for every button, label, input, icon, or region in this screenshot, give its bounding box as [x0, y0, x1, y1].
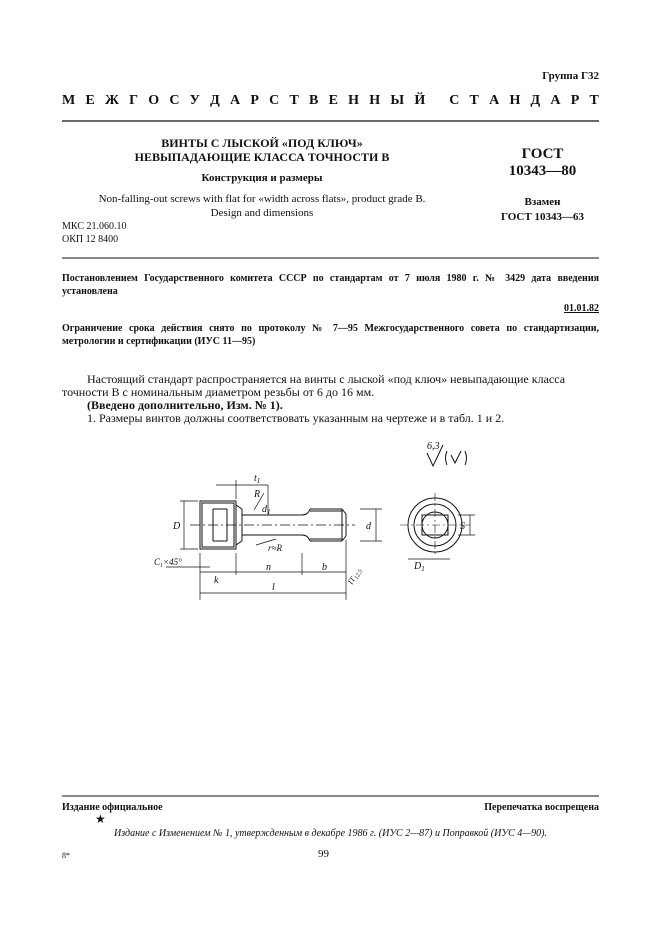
paragraph-1-line-2: точности В с номинальным диаметром резьбы от 6 до 16 мм. [62, 385, 375, 399]
interstate-letter: Т [589, 93, 599, 108]
interstate-letter: Р [250, 93, 259, 108]
interstate-letter: Г [129, 93, 138, 108]
introduced-note: (Введено дополнительно, Изм. № 1). [87, 398, 283, 412]
interstate-letter: Д [210, 93, 220, 108]
replace-value: ГОСТ 10343—63 [501, 211, 584, 223]
interstate-letter: О [148, 93, 160, 108]
gost-block [485, 146, 600, 223]
interstate-letter: Н [348, 93, 360, 108]
introduction-date: 01.01.82 [564, 303, 599, 314]
footer-rule [62, 795, 599, 798]
label-D: D [173, 521, 181, 532]
title-block [62, 136, 462, 220]
sheet-mark: 8* [62, 851, 70, 860]
gost-label: ГОСТ [521, 146, 564, 162]
drawing-labels [154, 473, 465, 593]
interstate-standard-heading [62, 93, 599, 109]
interstate-letter: В [309, 93, 319, 108]
label-b: b [322, 562, 327, 573]
mks-code: МКС 21.060.10 [62, 221, 127, 232]
interstate-letter: С [269, 93, 280, 108]
reprint-prohibited: Перепечатка воспрещена [484, 802, 599, 813]
label-d1: $d_1$ [262, 504, 271, 516]
gost-number: 10343—80 [508, 163, 577, 179]
interstate-letter: А [230, 93, 241, 108]
roughness-symbol [427, 441, 467, 466]
interstate-letter: Т [469, 93, 479, 108]
interstate-letter: С [169, 93, 180, 108]
interstate-letter: Д [530, 93, 541, 108]
screw-shank [190, 509, 355, 541]
section-rule [62, 257, 599, 260]
limitation-text: Ограничение срока действия снято по протоколу № 7—95 Межгосударственного совета по стандартизации, метрологии и сертификации (ИУС 11—95) [62, 323, 599, 347]
interstate-letter: Е [85, 93, 95, 108]
label-k: k [214, 575, 219, 586]
interstate-letter [435, 93, 439, 109]
classification-codes [62, 220, 126, 246]
roughness-value: 6,3 [427, 441, 440, 452]
english-title-line-2: Design and dimensions [210, 207, 314, 219]
header-double-rule [62, 120, 599, 124]
label-n: n [266, 562, 271, 573]
body-text [62, 372, 599, 425]
title-line-1: ВИНТЫ С ЛЫСКОЙ «ПОД КЛЮЧ» [161, 136, 363, 150]
group-code: Группа Г32 [542, 70, 599, 82]
label-r-approx: r≈R [268, 543, 282, 553]
interstate-letter: А [489, 93, 500, 108]
interstate-letter: У [189, 93, 200, 108]
label-D1: $D_1$ [414, 561, 425, 573]
interstate-letter: Р [570, 93, 580, 108]
screw-drawing [150, 435, 480, 605]
label-it: $IT_{12,5}$ [345, 568, 365, 586]
official-edition: Издание официальное [62, 802, 163, 813]
interstate-letter: А [550, 93, 561, 108]
interstate-letter: Й [414, 93, 426, 108]
decree-text: Постановлением Государственного комитета СССР по стандартам от 7 июля 1980 г. № 3429 дата введения установлена [62, 273, 599, 297]
label-S: S [460, 521, 465, 532]
replace-label: Взамен [524, 196, 561, 208]
interstate-letter: Н [509, 93, 521, 108]
paragraph-1-line-1: Настоящий стандарт распространяется на винты с лыской «под ключ» невыпадающие класса [87, 372, 566, 386]
interstate-letter: Е [328, 93, 338, 108]
label-r: R [254, 489, 261, 500]
interstate-letter: М [62, 93, 76, 108]
interstate-letter: Т [289, 93, 299, 108]
page-number: 99 [318, 848, 329, 860]
interstate-letter: С [449, 93, 460, 108]
okp-code: ОКП 12 8400 [62, 234, 119, 245]
interstate-letter: Н [369, 93, 381, 108]
interstate-letter: Ы [390, 93, 405, 108]
label-l: l [272, 582, 275, 593]
subtitle: Конструкция и размеры [201, 172, 323, 184]
label-d: d [366, 521, 371, 532]
star-icon: ★ [95, 812, 106, 826]
english-title-line-1: Non-falling-out screws with flat for «width across flats», product grade B. [98, 193, 426, 205]
label-t1: $t_1$ [254, 473, 261, 485]
title-line-2: НЕВЫПАДАЮЩИЕ КЛАССА ТОЧНОСТИ В [134, 150, 390, 164]
edition-note: Издание с Изменением № 1, утвержденным в декабре 1986 г. (ИУС 2—87) и Поправкой (ИУС 4—90). [114, 828, 547, 839]
label-c1: $C_1\times 45^\circ$ [154, 557, 182, 569]
paragraph-2: 1. Размеры винтов должны соответствовать указанным на чертеже и в табл. 1 и 2. [87, 411, 505, 425]
interstate-letter: Ж [105, 93, 119, 108]
